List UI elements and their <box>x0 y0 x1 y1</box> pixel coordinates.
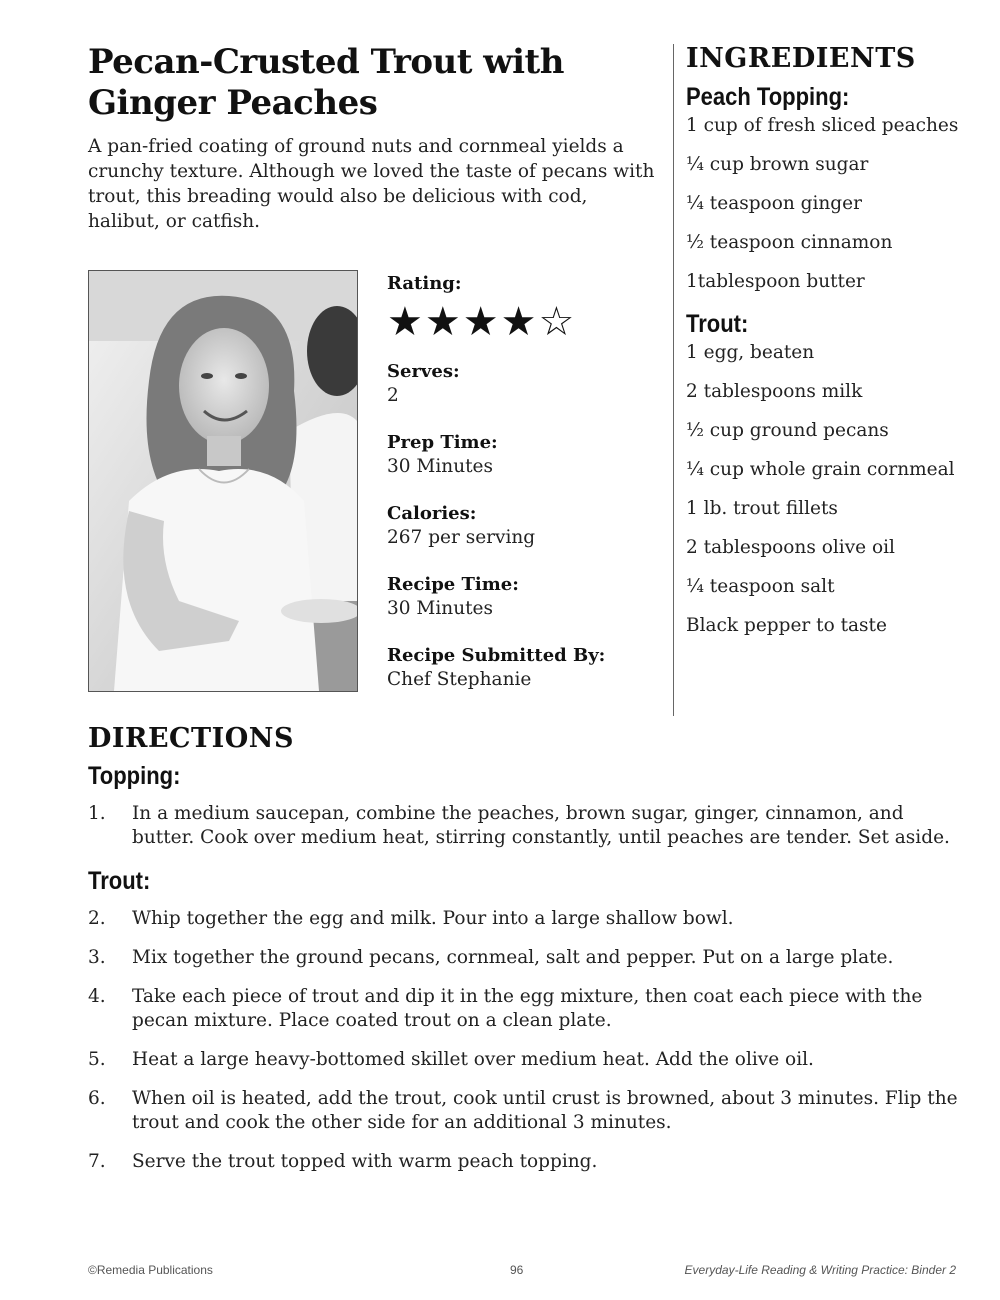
footer-page-number: 96 <box>510 1263 524 1277</box>
serves-label: Serves: <box>387 361 460 382</box>
direction-step <box>88 802 968 850</box>
trout-ingredients-heading: Trout: <box>686 310 749 338</box>
trout-steps <box>88 907 968 1174</box>
ingredient-item: ¼ teaspoon ginger <box>686 193 862 214</box>
trout-ingredient-list <box>686 341 986 638</box>
footer-book-title: Everyday-Life Reading & Writing Practice: Binder 2 <box>684 1263 956 1277</box>
step-text: Whip together the egg and milk. Pour into a large shallow bowl. <box>132 908 734 929</box>
step-number: 7. <box>88 1151 106 1172</box>
recipe-info <box>387 272 657 715</box>
footer-publisher: ©Remedia Publications <box>88 1263 213 1277</box>
chef-photo-image <box>89 271 357 691</box>
ingredients-section <box>686 42 986 653</box>
step-number: 2. <box>88 908 106 929</box>
step-number: 6. <box>88 1088 106 1109</box>
ingredient-item: 1tablespoon butter <box>686 271 865 292</box>
step-text: When oil is heated, add the trout, cook until crust is browned, about 3 minutes. Flip the trout and cook the other side for an additional 3 minutes. <box>132 1088 958 1133</box>
star-filled-icon: ★ <box>462 299 501 345</box>
recipe-time-label: Recipe Time: <box>387 574 519 595</box>
direction-step <box>88 1048 968 1072</box>
ingredient-item: ¼ cup whole grain cornmeal <box>686 459 955 480</box>
chef-photo <box>88 270 358 692</box>
step-text: Serve the trout topped with warm peach topping. <box>132 1151 598 1172</box>
serves-value: 2 <box>387 385 399 406</box>
step-text: In a medium saucepan, combine the peaches, brown sugar, ginger, cinnamon, and butter. Cook over medium heat, stirring constantly, until peaches are tender. Set aside. <box>132 803 950 848</box>
submitted-by-label: Recipe Submitted By: <box>387 645 606 666</box>
submitted-by-value: Chef Stephanie <box>387 669 532 690</box>
direction-step <box>88 907 968 931</box>
prep-time-value: 30 Minutes <box>387 456 493 477</box>
star-empty-icon: ☆ <box>538 299 577 345</box>
recipe-time-value: 30 Minutes <box>387 598 493 619</box>
star-filled-icon: ★ <box>500 299 539 345</box>
direction-step <box>88 946 968 970</box>
step-text: Heat a large heavy-bottomed skillet over medium heat. Add the olive oil. <box>132 1049 814 1070</box>
topping-directions-heading: Topping: <box>88 762 181 790</box>
directions-section <box>88 722 968 1189</box>
star-filled-icon: ★ <box>424 299 463 345</box>
topping-steps <box>88 802 968 850</box>
peach-ingredient-list <box>686 114 986 294</box>
ingredient-item: 1 egg, beaten <box>686 342 815 363</box>
prep-time-label: Prep Time: <box>387 432 498 453</box>
ingredient-item: 2 tablespoons olive oil <box>686 537 895 558</box>
column-divider <box>673 44 674 716</box>
ingredient-item: ½ cup ground pecans <box>686 420 889 441</box>
recipe-intro: A pan-fried coating of ground nuts and cornmeal yields a crunchy texture. Although we loved the taste of pecans with trout, this breading would also be delicious with cod, halibut, or catfish. <box>88 136 655 232</box>
ingredient-item: Black pepper to taste <box>686 615 887 636</box>
ingredient-item: ¼ teaspoon salt <box>686 576 835 597</box>
star-filled-icon: ★ <box>387 299 425 345</box>
direction-step <box>88 1150 968 1174</box>
step-number: 1. <box>88 803 106 824</box>
ingredient-item: 1 cup of fresh sliced peaches <box>686 115 959 136</box>
calories-value: 267 per serving <box>387 527 536 548</box>
directions-heading: DIRECTIONS <box>88 723 294 754</box>
ingredients-heading: INGREDIENTS <box>686 43 916 74</box>
rating-stars <box>387 300 657 344</box>
ingredient-item: ¼ cup brown sugar <box>686 154 869 175</box>
recipe-title: Pecan-Crusted Trout with Ginger Peaches <box>88 42 564 123</box>
ingredient-item: 2 tablespoons milk <box>686 381 863 402</box>
ingredient-item: ½ teaspoon cinnamon <box>686 232 893 253</box>
step-text: Mix together the ground pecans, cornmeal, salt and pepper. Put on a large plate. <box>132 947 894 968</box>
direction-step <box>88 985 968 1033</box>
peach-topping-heading: Peach Topping: <box>686 83 850 111</box>
ingredient-item: 1 lb. trout fillets <box>686 498 838 519</box>
step-number: 3. <box>88 947 106 968</box>
step-number: 4. <box>88 986 106 1007</box>
calories-label: Calories: <box>387 503 477 524</box>
trout-directions-heading: Trout: <box>88 867 151 895</box>
step-text: Take each piece of trout and dip it in the egg mixture, then coat each piece with the pecan mixture. Place coated trout on a clean plate. <box>132 986 923 1031</box>
direction-step <box>88 1087 968 1135</box>
step-number: 5. <box>88 1049 106 1070</box>
rating-label: Rating: <box>387 273 462 294</box>
